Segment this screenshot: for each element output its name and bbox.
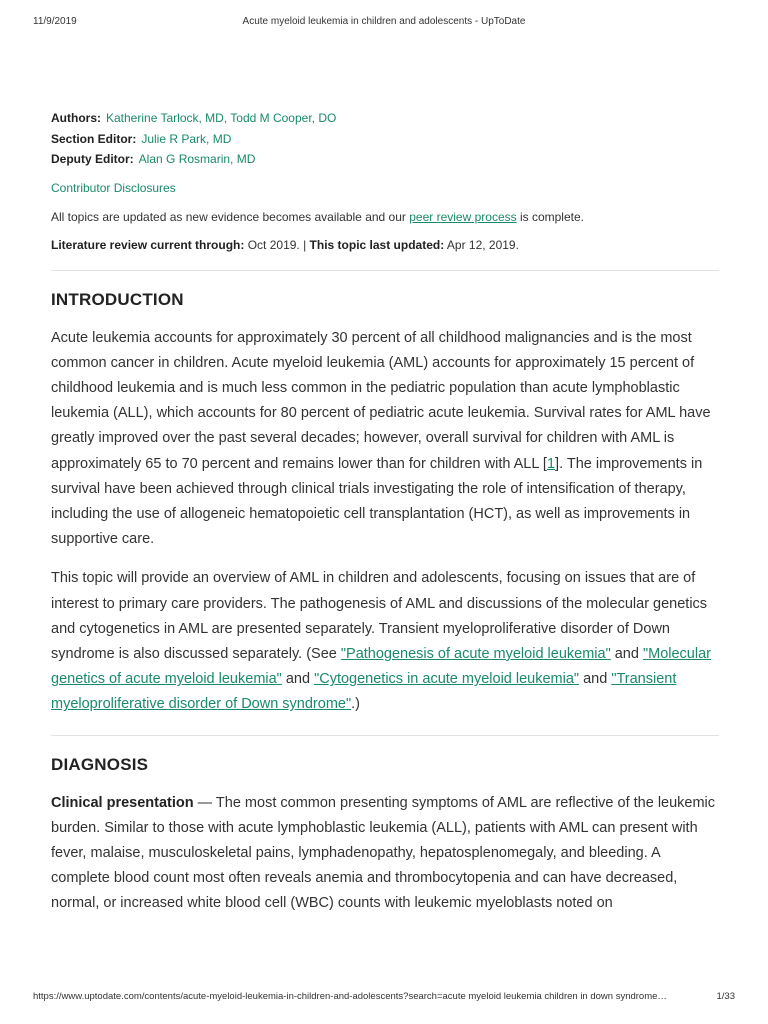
literature-value: Oct 2019. |	[247, 237, 307, 252]
cytogenetics-link[interactable]: "Cytogenetics in acute myeloid leukemia"	[314, 671, 580, 688]
clinical-presentation-subhead: Clinical presentation	[51, 794, 194, 811]
peer-review-link[interactable]: peer review process	[409, 209, 517, 224]
contributor-disclosures-link[interactable]: Contributor Disclosures	[51, 180, 176, 195]
introduction-paragraph-1	[51, 326, 719, 553]
deputy-editor-link[interactable]: Alan G Rosmarin, MD	[138, 152, 256, 166]
update-notice-end: is complete.	[516, 209, 584, 224]
update-notice	[51, 207, 719, 227]
deputy-editor-label: Deputy Editor:	[51, 152, 134, 166]
intro-p2-and-3: and	[579, 671, 612, 688]
section-divider	[51, 270, 719, 271]
print-date: 11/9/2019	[33, 16, 77, 27]
transient-myeloproliferative-link[interactable]: "Transient myeloproliferative disorder of Down syndrome"	[51, 671, 677, 713]
introduction-heading: INTRODUCTION	[51, 289, 184, 309]
intro-p2-text: This topic will provide an overview of AML in children and adolescents, focusing on issues that are of interest to primary care providers. The pathogenesis of AML and discussions of the molecular genetics and cytogenetics in AML are presented separately. Transient myeloproliferative disorder of Down syndrome is also discussed separately. (See	[51, 570, 708, 662]
section-divider	[51, 735, 719, 736]
article-content	[51, 108, 719, 917]
clinical-presentation-text: — The most common presenting symptoms of AML are reflective of the leukemic burden. Similar to those with acute lymphoblastic leukemia (ALL), patients with AML can present with fever, malaise, musculoskeletal pains, lymphadenopathy, hepatosplenomegaly, and bleeding. A complete blood count most often reveals anemia and thrombocytopenia and can have decreased, normal, or increased white blood cell (WBC) counts with leukemic myeloblasts noted on	[51, 794, 716, 912]
reference-link-1[interactable]: 1	[546, 455, 556, 472]
molecular-genetics-link[interactable]: "Molecular genetics of acute myeloid leukemia"	[51, 645, 711, 688]
deputy-editor-line	[51, 149, 719, 170]
intro-p2-end: .)	[351, 696, 360, 713]
print-page-title: Acute myeloid leukemia in children and adolescents - UpToDate	[242, 16, 526, 27]
introduction-paragraph-2	[51, 566, 719, 717]
section-editor-link[interactable]: Julie R Park, MD	[141, 131, 232, 146]
authors-link[interactable]: Katherine Tarlock, MD, Todd M Cooper, DO	[106, 111, 337, 125]
diagnosis-heading: DIAGNOSIS	[51, 754, 149, 774]
last-updated-value: Apr 12, 2019.	[446, 237, 519, 252]
section-editor-label: Section Editor:	[51, 131, 137, 146]
intro-p1-text: Acute leukemia accounts for approximately 30 percent of all childhood malignancies and is the most common cancer in children. Acute myeloid leukemia (AML) accounts for approximately 15 percent of childhood leukemia and is much less common in the pediatric population than acute lymphoblastic leukemia (ALL), which accounts for 80 percent of pediatric acute leukemia. Survival rates for AML have greatly improved over the past several decades; however, overall survival for children with AML is approximately 65 to 70 percent and remains lower than for children with ALL [	[51, 329, 711, 472]
intro-p2-and-1: and	[610, 645, 643, 662]
clinical-presentation-paragraph	[51, 791, 719, 917]
intro-p2-and-2: and	[281, 671, 315, 688]
literature-review-line	[51, 235, 719, 255]
authors-line	[51, 108, 719, 129]
print-url: https://www.uptodate.com/contents/acute-myeloid-leukemia-in-children-and-adolescents?search=acute myeloid leukemia children in down syndrome…	[33, 991, 667, 1002]
last-updated-label: This topic last updated:	[309, 237, 445, 252]
update-notice-text: All topics are updated as new evidence becomes available and our	[51, 209, 410, 224]
authors-label: Authors:	[51, 111, 101, 125]
section-editor-line	[51, 129, 719, 150]
intro-p1-text-end: ]. The improvements in survival have been achieved through clinical trials investigating the role of intensification of therapy, including the use of allogeneic hematopoietic cell transplantation (HCT), as well as improvements in supportive care.	[51, 455, 703, 548]
pathogenesis-link[interactable]: "Pathogenesis of acute myeloid leukemia"	[340, 645, 611, 662]
print-page-number: 1/33	[716, 991, 735, 1002]
literature-label: Literature review current through:	[51, 237, 245, 252]
